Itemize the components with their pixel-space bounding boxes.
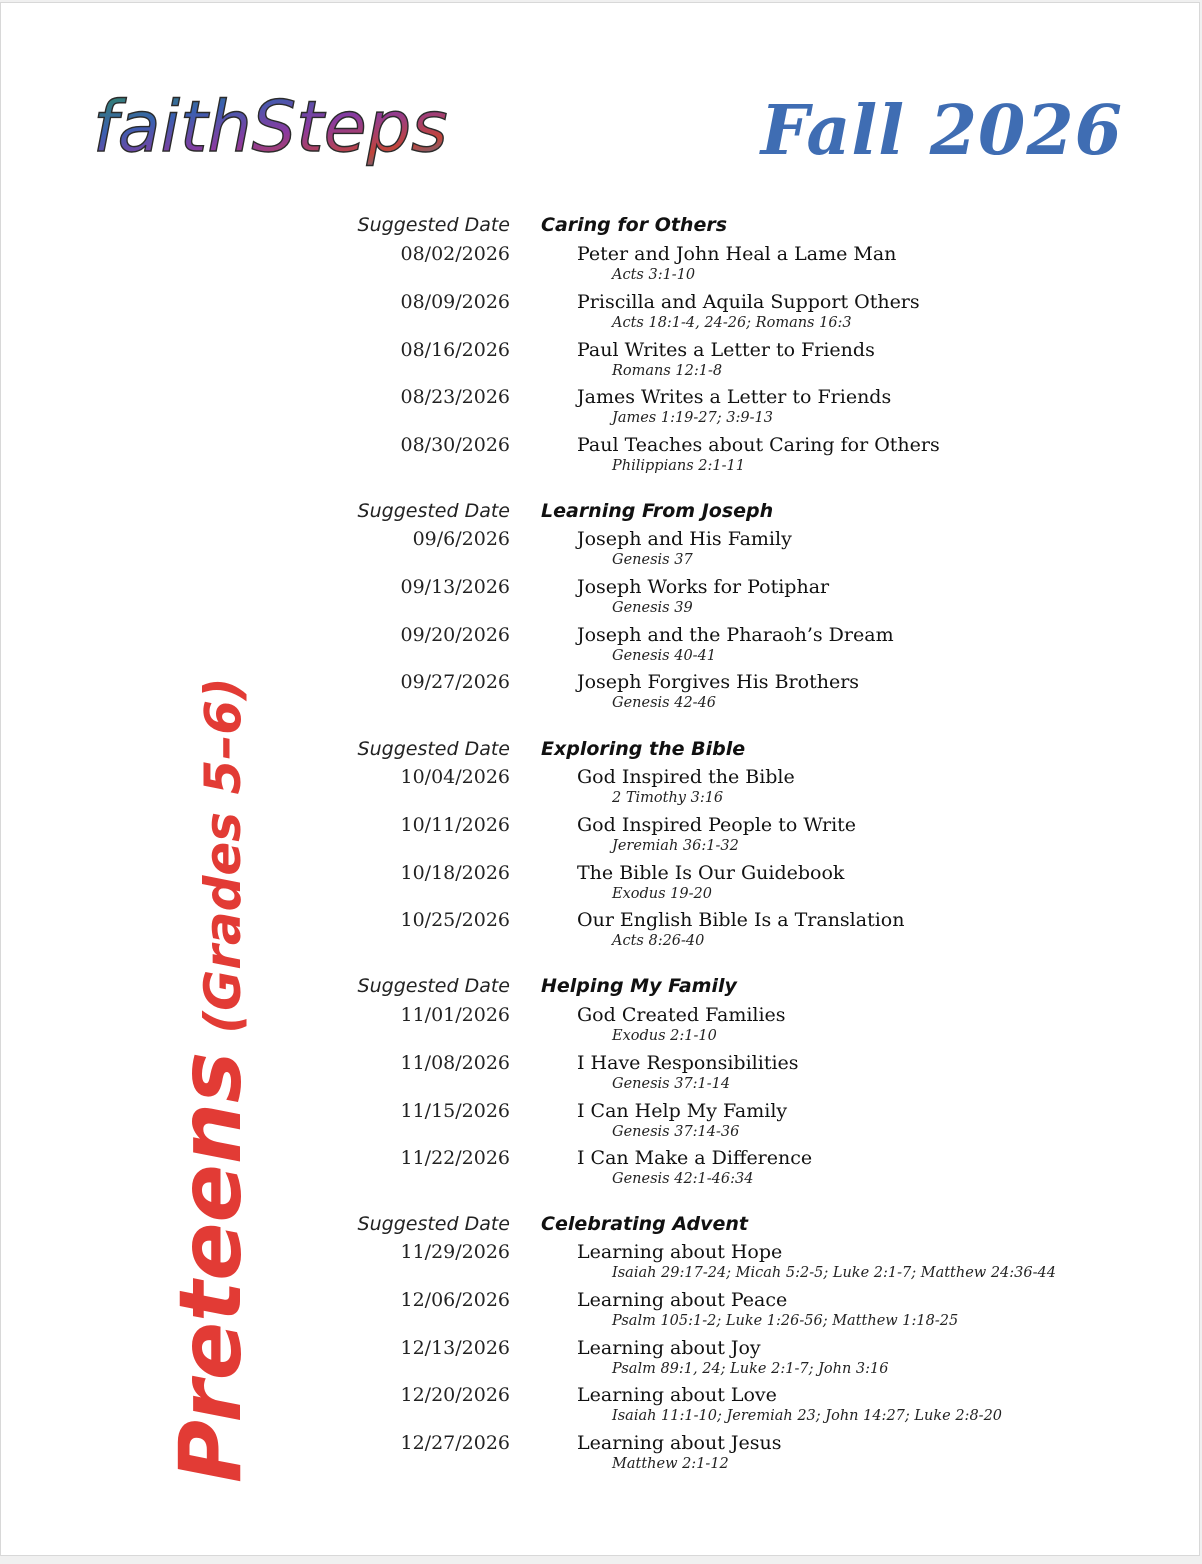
lesson-date: 09/13/2026 bbox=[400, 576, 510, 598]
lesson-date: 12/27/2026 bbox=[400, 1432, 510, 1454]
lesson-date: 11/22/2026 bbox=[400, 1147, 510, 1169]
scripture-reference: Genesis 42:1-46:34 bbox=[612, 1171, 754, 1187]
lesson-title: Paul Teaches about Caring for Others bbox=[577, 434, 940, 456]
lesson-title: Peter and John Heal a Lame Man bbox=[577, 243, 897, 265]
unit-header bbox=[1, 738, 1199, 766]
lesson-row bbox=[1, 339, 1199, 383]
lesson-date: 10/25/2026 bbox=[400, 909, 510, 931]
lesson-row bbox=[1, 1289, 1199, 1333]
scripture-reference: Genesis 39 bbox=[612, 600, 693, 616]
scripture-reference: 2 Timothy 3:16 bbox=[612, 790, 724, 806]
lesson-row bbox=[1, 1147, 1199, 1191]
lesson-title: God Inspired People to Write bbox=[577, 814, 857, 836]
unit-title: Celebrating Advent bbox=[541, 1213, 748, 1235]
lesson-title: Our English Bible Is a Translation bbox=[577, 909, 905, 931]
scripture-reference: Genesis 40-41 bbox=[612, 648, 717, 664]
lesson-title: Priscilla and Aquila Support Others bbox=[577, 291, 920, 313]
unit-header bbox=[1, 975, 1199, 1003]
scripture-reference: Genesis 37:14-36 bbox=[612, 1124, 740, 1140]
lesson-date: 08/30/2026 bbox=[400, 434, 510, 456]
scripture-reference: James 1:19-27; 3:9-13 bbox=[612, 410, 773, 426]
lesson-title: Learning about Peace bbox=[577, 1289, 788, 1311]
unit-header bbox=[1, 214, 1199, 242]
lesson-date: 08/16/2026 bbox=[400, 339, 510, 361]
lesson-title: God Created Families bbox=[577, 1004, 786, 1026]
lesson-row bbox=[1, 671, 1199, 715]
lesson-date: 08/23/2026 bbox=[400, 386, 510, 408]
lesson-row bbox=[1, 528, 1199, 572]
lesson-title: The Bible Is Our Guidebook bbox=[577, 862, 845, 884]
lesson-date: 10/11/2026 bbox=[400, 814, 510, 836]
lesson-title: Joseph and the Pharaoh’s Dream bbox=[577, 624, 894, 646]
suggested-date-heading: Suggested Date bbox=[357, 738, 510, 760]
lesson-row bbox=[1, 291, 1199, 335]
lesson-date: 09/20/2026 bbox=[400, 624, 510, 646]
lesson-title: Joseph and His Family bbox=[577, 528, 792, 550]
lesson-row bbox=[1, 386, 1199, 430]
scripture-reference: Psalm 89:1, 24; Luke 2:1-7; John 3:16 bbox=[612, 1361, 889, 1377]
scripture-reference: Isaiah 11:1-10; Jeremiah 23; John 14:27; Luke 2:8-20 bbox=[612, 1408, 1003, 1424]
faithsteps-logo bbox=[89, 73, 448, 193]
lesson-row bbox=[1, 243, 1199, 287]
lesson-row bbox=[1, 1100, 1199, 1144]
audience-name: Preteens bbox=[161, 1051, 261, 1483]
lesson-row bbox=[1, 434, 1199, 478]
scripture-reference: Exodus 19-20 bbox=[612, 886, 712, 902]
lesson-title: I Have Responsibilities bbox=[577, 1052, 799, 1074]
lesson-title: Learning about Love bbox=[577, 1384, 777, 1406]
page bbox=[0, 2, 1200, 1556]
lesson-date: 08/02/2026 bbox=[400, 243, 510, 265]
suggested-date-heading: Suggested Date bbox=[357, 975, 510, 997]
lesson-row bbox=[1, 1432, 1199, 1476]
suggested-date-heading: Suggested Date bbox=[357, 214, 510, 236]
lesson-row bbox=[1, 1384, 1199, 1428]
lesson-row bbox=[1, 624, 1199, 668]
lesson-date: 10/04/2026 bbox=[400, 766, 510, 788]
lesson-date: 12/13/2026 bbox=[400, 1337, 510, 1359]
svg-text:faithSteps: faithSteps bbox=[93, 86, 448, 168]
lesson-date: 11/15/2026 bbox=[400, 1100, 510, 1122]
unit-title: Learning From Joseph bbox=[541, 500, 774, 522]
lesson-title: I Can Make a Difference bbox=[577, 1147, 813, 1169]
unit-header bbox=[1, 500, 1199, 528]
season-title: Fall 2026 bbox=[760, 91, 1123, 171]
lesson-row bbox=[1, 1004, 1199, 1048]
scripture-reference: Acts 8:26-40 bbox=[612, 933, 705, 949]
lesson-date: 12/06/2026 bbox=[400, 1289, 510, 1311]
lesson-title: Joseph Works for Potiphar bbox=[577, 576, 830, 598]
lesson-row bbox=[1, 909, 1199, 953]
scripture-reference: Genesis 37:1-14 bbox=[612, 1076, 731, 1092]
lesson-row bbox=[1, 766, 1199, 810]
suggested-date-heading: Suggested Date bbox=[357, 1213, 510, 1235]
lesson-date: 09/6/2026 bbox=[412, 528, 510, 550]
lesson-row bbox=[1, 814, 1199, 858]
lesson-title: Paul Writes a Letter to Friends bbox=[577, 339, 875, 361]
scripture-reference: Psalm 105:1-2; Luke 1:26-56; Matthew 1:18-25 bbox=[612, 1313, 959, 1329]
lesson-date: 08/09/2026 bbox=[400, 291, 510, 313]
lesson-date: 11/08/2026 bbox=[400, 1052, 510, 1074]
lesson-title: Learning about Hope bbox=[577, 1241, 783, 1263]
scripture-reference: Acts 18:1-4, 24-26; Romans 16:3 bbox=[612, 315, 852, 331]
scripture-reference: Jeremiah 36:1-32 bbox=[612, 838, 739, 854]
audience-grades: (Grades 5–6) bbox=[194, 677, 252, 1034]
lesson-date: 10/18/2026 bbox=[400, 862, 510, 884]
scripture-reference: Genesis 42-46 bbox=[612, 695, 717, 711]
scripture-reference: Philippians 2:1-11 bbox=[612, 458, 745, 474]
scripture-reference: Isaiah 29:17-24; Micah 5:2-5; Luke 2:1-7; Matthew 24:36-44 bbox=[612, 1265, 1056, 1281]
unit-title: Helping My Family bbox=[541, 975, 737, 997]
unit-title: Caring for Others bbox=[541, 214, 728, 236]
lesson-row bbox=[1, 862, 1199, 906]
scripture-reference: Matthew 2:1-12 bbox=[612, 1456, 729, 1472]
lesson-date: 09/27/2026 bbox=[400, 671, 510, 693]
lesson-date: 11/01/2026 bbox=[400, 1004, 510, 1026]
lesson-title: Learning about Jesus bbox=[577, 1432, 782, 1454]
lesson-row bbox=[1, 1241, 1199, 1285]
unit-title: Exploring the Bible bbox=[541, 738, 746, 760]
lesson-title: God Inspired the Bible bbox=[577, 766, 795, 788]
lesson-title: James Writes a Letter to Friends bbox=[577, 386, 892, 408]
suggested-date-heading: Suggested Date bbox=[357, 500, 510, 522]
lesson-title: I Can Help My Family bbox=[577, 1100, 788, 1122]
scripture-reference: Exodus 2:1-10 bbox=[612, 1028, 717, 1044]
lesson-date: 12/20/2026 bbox=[400, 1384, 510, 1406]
lesson-title: Learning about Joy bbox=[577, 1337, 761, 1359]
scripture-reference: Acts 3:1-10 bbox=[612, 267, 696, 283]
unit-header bbox=[1, 1213, 1199, 1241]
scripture-reference: Genesis 37 bbox=[612, 552, 693, 568]
scripture-reference: Romans 12:1-8 bbox=[612, 363, 723, 379]
lesson-row bbox=[1, 576, 1199, 620]
lesson-row bbox=[1, 1052, 1199, 1096]
lesson-title: Joseph Forgives His Brothers bbox=[577, 671, 860, 693]
lesson-date: 11/29/2026 bbox=[400, 1241, 510, 1263]
lesson-row bbox=[1, 1337, 1199, 1381]
